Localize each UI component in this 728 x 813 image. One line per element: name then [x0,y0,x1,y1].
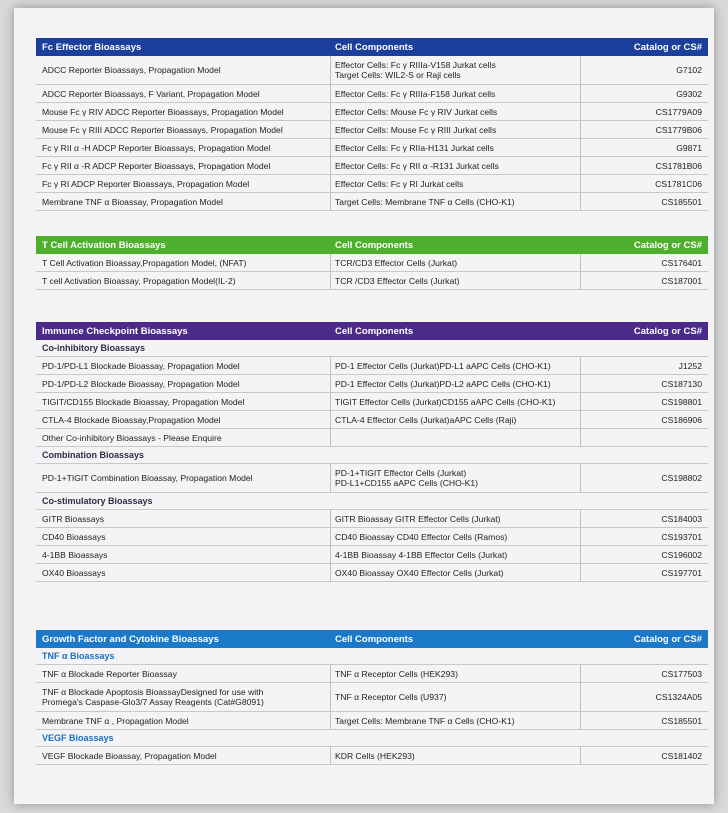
cell-components: Effector Cells: Fc γ RII α -R131 Jurkat cells [331,157,581,174]
table-row [36,157,708,175]
catalog-number: CS177503 [661,668,702,679]
table-row [36,56,708,85]
cell-components: Effector Cells: Mouse Fc γ RIV Jurkat cells [331,103,581,120]
table-row [36,464,708,493]
cell-components: TCR/CD3 Effector Cells (Jurkat) [331,254,581,271]
growth-header [36,630,708,648]
coinhibitory-heading: Co-inhibitory Bioassays [36,340,708,357]
section-title: Fc Effector Bioassays [42,41,142,53]
tnf-heading: TNF α Bioassays [36,648,708,665]
cell-line: PD-L1+CD155 aAPC Cells (CHO-K1) [335,478,479,488]
tcell-header [36,236,708,254]
combination-heading: Combination Bioassays [36,447,708,464]
catalog-heading: Catalog or CS# [633,633,702,645]
assay-name: TNF α Blockade Reporter Bioassay [36,665,331,682]
catalog-number: G9871 [676,142,702,153]
catalog-number: CS1779A09 [655,106,702,117]
checkpoint-section [36,322,708,582]
cell-components: KDR Cells (HEK293) [331,747,581,764]
table-row [36,665,708,683]
catalog-number: CS1779B06 [655,124,702,135]
tcell-section [36,236,708,290]
assay-name: PD-1+TIGIT Combination Bioassay, Propagation Model [36,464,331,492]
section-title: Growth Factor and Cytokine Bioassays [42,633,219,645]
cell-components [331,56,581,84]
assay-name: GITR Bioassays [36,510,331,527]
cell-components: Target Cells: Membrane TNF α Cells (CHO-K1) [331,712,581,729]
cell-components: Effector Cells: Fc γ RIIa-H131 Jurkat cells [331,139,581,156]
section-title: Immunce Checkpoint Bioassays [42,325,188,337]
catalog-number: CS198801 [661,396,702,407]
assay-name: T Cell Activation Bioassay,Propagation Model, (NFAT) [36,254,331,271]
section-title: T Cell Activation Bioassays [42,239,166,251]
table-row [36,546,708,564]
catalog-number: CS1781B06 [655,160,702,171]
assay-name: ADCC Reporter Bioassays, Propagation Model [36,56,331,84]
assay-name: PD-1/PD-L2 Blockade Bioassay, Propagation Model [36,375,331,392]
assay-name-line: TNF α Blockade Apoptosis BioassayDesigned for use with [42,687,264,697]
cell-components-heading: Cell Components [335,633,414,645]
cell-components: PD-1 Effector Cells (Jurkat)PD-L1 aAPC Cells (CHO-K1) [331,357,581,374]
assay-name: Mouse Fc γ RIV ADCC Reporter Bioassays, Propagation Model [36,103,331,120]
table-row [36,175,708,193]
cell-components: PD-1 Effector Cells (Jurkat)PD-L2 aAPC Cells (CHO-K1) [331,375,581,392]
table-row [36,510,708,528]
assay-name: Fc γ RI ADCP Reporter Bioassays, Propagation Model [36,175,331,192]
cell-components: TNF α Receptor Cells (HEK293) [331,665,581,682]
cell-components-heading: Cell Components [335,325,414,337]
table-row [36,254,708,272]
table-row [36,85,708,103]
assay-name: 4-1BB Bioassays [36,546,331,563]
assay-name: T cell Activation Bioassay, Propagation Model(IL-2) [36,272,331,289]
cell-components: Target Cells: Membrane TNF α Cells (CHO-K1) [331,193,581,210]
assay-name: VEGF Blockade Bioassay, Propagation Model [36,747,331,764]
catalog-heading: Catalog or CS# [633,41,702,53]
assay-name: Mouse Fc γ RIII ADCC Reporter Bioassays, Propagation Model [36,121,331,138]
cell-components: GITR Bioassay GITR Effector Cells (Jurkat) [331,510,581,527]
catalog-number: CS185501 [661,715,702,726]
catalog-number: CS198802 [661,473,702,483]
catalog-number: G7102 [676,65,702,75]
assay-name: ADCC Reporter Bioassays, F Variant, Propagation Model [36,85,331,102]
fc-effector-section [36,38,708,211]
catalog-number: G9302 [676,88,702,99]
cell-components-heading: Cell Components [335,41,414,53]
catalog-number: CS187130 [661,378,702,389]
cell-components: 4-1BB Bioassay 4-1BB Effector Cells (Jurkat) [331,546,581,563]
cell-components [331,464,581,492]
catalog-number: CS193701 [661,531,702,542]
table-row [36,393,708,411]
cell-components: CD40 Bioassay CD40 Effector Cells (Ramos) [331,528,581,545]
assay-name: CD40 Bioassays [36,528,331,545]
catalog-number: CS185501 [661,196,702,207]
assay-name: Membrane TNF α , Propagation Model [36,712,331,729]
cell-components: TIGIT Effector Cells (Jurkat)CD155 aAPC Cells (CHO-K1) [331,393,581,410]
catalog-number: CS176401 [661,257,702,268]
assay-name [36,683,331,711]
cell-components: TNF α Receptor Cells (U937) [331,683,581,711]
cell-components: OX40 Bioassay OX40 Effector Cells (Jurkat) [331,564,581,581]
table-row [36,193,708,211]
cell-components: Effector Cells: Mouse Fc γ RIII Jurkat cells [331,121,581,138]
fc-effector-header [36,38,708,56]
assay-name: PD-1/PD-L1 Blockade Bioassay, Propagation Model [36,357,331,374]
cell-components: CTLA-4 Effector Cells (Jurkat)aAPC Cells (Raji) [331,411,581,428]
catalog-number: CS184003 [661,513,702,524]
table-row [36,429,708,447]
costimulatory-heading: Co-stimulatory Bioassays [36,493,708,510]
table-row [36,103,708,121]
cell-components [331,429,581,446]
table-row [36,139,708,157]
cell-components: TCR /CD3 Effector Cells (Jurkat) [331,272,581,289]
table-row [36,712,708,730]
assay-name: Other Co-inhibitory Bioassays - Please Enquire [36,429,331,446]
cell-line: PD-1+TIGIT Effector Cells (Jurkat) [335,468,467,478]
catalog-number: J1252 [678,360,702,371]
table-row [36,121,708,139]
catalog-number [581,429,708,446]
cell-components: Effector Cells: Fc γ RIIIa-F158 Jurkat cells [331,85,581,102]
catalog-sheet [14,8,714,804]
table-row [36,683,708,712]
assay-name: Fc γ RII α -H ADCP Reporter Bioassays, Propagation Model [36,139,331,156]
assay-name-line: Promega's Caspase-Glo3/7 Assay Reagents (Cat#G8091) [42,697,264,707]
cell-line: Target Cells: WIL2-S or Raji cells [335,70,461,80]
assay-name: CTLA-4 Blockade Bioassay,Propagation Model [36,411,331,428]
table-row [36,528,708,546]
catalog-number: CS187001 [661,275,702,286]
table-row [36,357,708,375]
table-row [36,747,708,765]
catalog-number: CS197701 [661,567,702,578]
cell-components-heading: Cell Components [335,239,414,251]
checkpoint-header [36,322,708,340]
assay-name: Membrane TNF α Bioassay, Propagation Model [36,193,331,210]
assay-name: TIGIT/CD155 Blockade Bioassay, Propagation Model [36,393,331,410]
table-row [36,375,708,393]
vegf-heading: VEGF Bioassays [36,730,708,747]
cell-components: Effector Cells: Fc γ RI Jurkat cells [331,175,581,192]
growth-section [36,630,708,765]
cell-line: Effector Cells: Fc γ RIIIa-V158 Jurkat cells [335,60,496,70]
catalog-number: CS1781C06 [655,178,702,189]
table-row [36,564,708,582]
assay-name: Fc γ RII α -R ADCP Reporter Bioassays, Propagation Model [36,157,331,174]
catalog-number: CS186906 [661,414,702,425]
catalog-heading: Catalog or CS# [633,325,702,337]
catalog-heading: Catalog or CS# [633,239,702,251]
catalog-number: CS196002 [661,549,702,560]
catalog-number: CS181402 [661,750,702,761]
table-row [36,272,708,290]
table-row [36,411,708,429]
catalog-number: CS1324A05 [655,692,702,702]
assay-name: OX40 Bioassays [36,564,331,581]
